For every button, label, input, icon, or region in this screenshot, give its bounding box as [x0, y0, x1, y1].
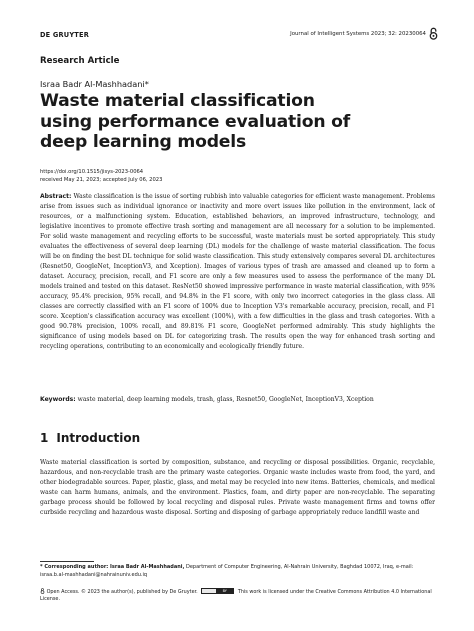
keywords	[40, 396, 435, 403]
received-accepted-dates: received May 21, 2023; accepted July 06, 2023	[40, 177, 163, 184]
author-list: Israa Badr Al-Mashhadani*	[40, 79, 149, 89]
keywords-text: waste material, deep learning models, trash, glass, Resnet50, GoogleNet, InceptionV3, Xception	[77, 396, 374, 403]
license-prefix: Open Access. © 2023 the author(s), published by De Gruyter.	[46, 588, 198, 595]
footnote-text: Department of Computer Engineering, Al-Nahrain University, Baghdad 10072, Iraq, e-mail: israa.b.al-mashhadani@nahrainuniv.edu.iq	[40, 564, 414, 578]
open-access-icon	[40, 588, 45, 594]
article-title: Waste material classification using performance evaluation of deep learning models	[40, 91, 351, 153]
abstract-text: Waste classification is the issue of sorting rubbish into valuable categories for efficient waste management. Problems arise from issues such as individual ignorance or inactivity and more overt issues like pollution in the environment, lack of resources, or a malfunctioning system. Education, established behaviors, an improved infrastructure, technology, and legislative incentives to promote effective trash sorting and management are all necessary for a solution to be implemented. For solid waste management and recycling efforts to be successful, waste materials must be sorted appropriately. This study evaluates the effectiveness of several deep learning (DL) models for the challenge of waste material classification. The focus will be on finding the best DL technique for solid waste classification. This study extensively compares several DL architectures (Resnet50, GoogleNet, InceptionV3, and Xception). Images of various types of trash are amassed and cleaned up to form a dataset. Accuracy, precision, recall, and F1 score are only a few measures used to assess the performance of the many DL models trained and tested on this dataset. ResNet50 showed impressive performance in waste material classification, with 95% accuracy, 95.4% precision, 95% recall, and 94.8% in the F1 score, with only two incorrect categories in the glass class. All classes are correctly classified with an F1 score of 100% due to Inception V3's remarkable accuracy, precision, recall, and F1 score. Xception's classification accuracy was excellent (100%), with a few difficulties in the glass and trash categories. With a good 90.78% precision, 100% recall, and 89.81% F1 score, GoogleNet performed admirably. This study highlights the significance of using models based on DL for categorizing trash. The results open the way for enhanced trash sorting and recycling operations, contributing to an economically and ecologically friendly future.	[40, 193, 435, 350]
article-meta	[40, 168, 162, 185]
introduction-paragraph: Waste material classification is sorted by composition, substance, and recycling or disposal possibilities. Organic, recyclable, hazardous, and non-recyclable trash are the primary waste categories. Organic waste includes waste from food, the yard, and other biodegradable sources. Paper, plastic, glass, and metal may be recycled into new items. Batteries, chemicals, and medical waste can harm humans, animals, and the environment. Plastics, foam, and dirty paper are non-recyclable. The separating garbage process should be followed by local recycling and disposal rules. Private waste management firms and towns offer curbside recycling and hazardous waste disposal. Sorting and disposing of garbage appropriately reduce landfill waste and	[40, 459, 435, 517]
footnote-label: * Corresponding author: Israa Badr Al-Mashhadani,	[40, 564, 185, 570]
section-title: Introduction	[56, 431, 141, 445]
cc-by-license-icon[interactable]	[201, 588, 234, 595]
cc-badge-label: BY	[216, 589, 233, 594]
license-notice	[40, 588, 435, 604]
keywords-label: Keywords:	[40, 396, 76, 403]
corresponding-author-footnote	[40, 564, 435, 579]
open-access-lock-icon	[429, 27, 438, 40]
publisher-name: DE GRUYTER	[40, 31, 89, 39]
abstract	[40, 192, 435, 394]
section-number: 1	[40, 431, 49, 445]
license-suffix: This work is licensed under the Creative Commons Attribution 4.0 International License.	[40, 588, 432, 603]
journal-citation: Journal of Intelligent Systems 2023; 32: 20230064	[290, 31, 426, 37]
doi-link[interactable]: https://doi.org/10.1515/jisys-2023-0064	[40, 169, 144, 175]
article-type: Research Article	[40, 56, 120, 66]
footnote-divider	[40, 561, 94, 562]
abstract-label: Abstract:	[40, 193, 72, 200]
section-heading-introduction	[40, 431, 140, 445]
